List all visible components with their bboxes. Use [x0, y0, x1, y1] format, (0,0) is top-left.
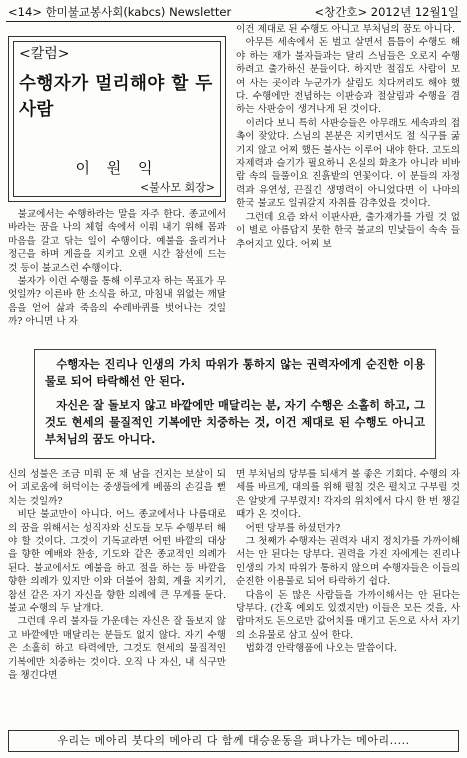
paragraph: 불교에서는 수행하라는 말을 자주 한다. 종교에서 바라는 꿈을 나의 체험 속에서 이뤄 내기 위해 몸과 마음을 갈고 닦는 일이 수행이다. 예불을 올리거나 정근을 하며 게을을 지키고 오랜 시간 참선에 드는 것 등이 불교스런 수행이다.: [8, 209, 226, 274]
paragraph: 다음이 돈 많은 사람들을 가까이해서는 안 된다는 당부다. (간혹 예외도 있겠지만) 이들은 모든 것을, 사람마저도 돈으로만 값어치를 매기고 돈으로 사서 자기의 소유물로 삼고 싶어 한다.: [236, 589, 460, 641]
pull-quote-line: 수행자는 진리나 인생의 가치 따위가 통하지 않는 권력자에게 순진한 이용물로 되어 타락해선 안 된다.: [45, 358, 425, 388]
pull-quote-line: 자신은 잘 돌보지 않고 바깥에만 매달리는 분, 자기 수행은 소홀히 하고, 그것도 현세의 물질적인 기복에만 치중하는 것, 이건 제대로 된 수행도 아니고 부처님의 꿈도 아니다.: [45, 399, 425, 446]
article-column-right-bottom: [236, 468, 460, 721]
paragraph: 비단 불교만이 아니다. 어느 종교에서나 나름대로의 꿈을 위해서는 성직자와 신도들 모두 수행부터 해야 할 것이다. 그것이 기독교라면 어떤 바깥의 대상을 향한 예배와 찬송, 기도와 같은 종교적인 의례가 된다. 불교에서도 예불을 하고 절을 하는 등 바깥을 향한 의례가 있지만 이와 더불어 참회, 계율 지키기, 참선 같은 자기 자신을 향한 의례에 큰 무게를 둔다. 불교 수행의 두 날개다.: [8, 509, 226, 615]
article-column-left-top: [8, 208, 226, 336]
author-name: 이 원 익: [75, 159, 159, 177]
header-right: <창간호> 2012년 12월1일: [314, 5, 459, 19]
paragraph: 아무튼 세속에서 돈 벌고 살면서 틈틈이 수행도 해야 하는 재가 불자들과는 달리 스님들은 오로지 수행하려고 출가하신 분들이다. 하지만 절집도 사람이 모여 사는 곳이라 누군가가 살림도 치다꺼리도 해야 했다. 수행에만 전념하는 이판승과 절살림과 수행을 겸하는 사판승이 생겨나게 된 것이다.: [236, 37, 460, 116]
pull-quote-box: [34, 349, 436, 459]
page-header: [6, 2, 461, 20]
paragraph: 그런데 우리 불자들 가운데는 자신은 잘 돌보지 않고 바깥에만 매달리는 분들도 없지 않다. 자기 수행은 소홀히 하고 타력에만, 그것도 현세의 물질적인 기복에만 치중하는 것이다. 오직 나 자신, 내 식구만을 챙긴다면: [8, 616, 226, 682]
article-title: 수행자가 멀리해야 할 두 사람: [19, 74, 213, 120]
paragraph: 면 부처님의 당부를 되새겨 볼 좋은 기회다. 수행의 자세를 바르게, 대의를 위해 펼칠 것은 펼치고 구부릴 것은 알맞게 구부렸지! 각자의 위치에서 다시 한 번 챙길 때가 온 것이다.: [236, 469, 460, 521]
footer-slogan: 우리는 메아리 붓다의 메아리 다 함께 대승운동을 펴나가는 메아리.....: [8, 730, 459, 752]
paragraph: 이러다 보니 특히 사판승들은 아무래도 세속과의 접촉이 잦았다. 스님의 본분은 지키면서도 절 식구를 굶기지 않고 어찌 했든 불사는 이루어 내야 한다. 고도의 자제력과 슬기가 필요하니 온실의 화초가 아니라 비바람 속의 들풀이요 진흙밭의 연꽃이다. 이 분들의 자정력과 유연성, 끈질긴 생명력이 아니었다면 이 나마의 한국 불교도 일궈갈지 자취를 감추었을 것이다.: [236, 117, 460, 210]
header-left: <14> 한미불교봉사회(kabcs) Newsletter: [8, 5, 232, 19]
article-title-box: [8, 36, 226, 202]
column-kind-label: <칼럼>: [19, 46, 70, 62]
article-column-right-top: [236, 23, 460, 336]
paragraph: 어떤 당부를 하셨던가?: [245, 522, 341, 534]
paragraph: 법화경 안락행품에 나오는 말씀이다.: [245, 643, 397, 655]
author-role: <불사모 회장>: [139, 181, 215, 194]
paragraph: 그 첫째가 수행자는 권력자 내지 정치가를 가까이해서는 안 된다는 당부다. 권력을 가진 자에게는 진리나 인생의 가치 따위가 통하지 않으며 수행자들은 이들의 순진한 이용물로 되어 타락하기 쉽다.: [236, 536, 460, 588]
paragraph: 이건 제대로 된 수행도 아니고 부처님의 꿈도 아니다.: [236, 24, 456, 35]
paragraph: 불자가 이런 수행을 통해 이루고자 하는 목표가 무엇일까? 이른바 한 소식을 하고, 마침내 위없는 깨달음을 얻어 삶과 죽음의 수레바퀴를 벗어나는 것일까? 아니면 나 자: [8, 276, 226, 328]
paragraph: 그런데 요즘 와서 이판사판, 출가재가를 가릴 것 없이 별로 아름답지 못한 한국 불교의 민낯들이 속속 들추어지고 있다. 어찌 보: [236, 211, 460, 250]
paragraph: 신의 성불은 조금 미뤄 둔 채 남을 건지는 보살이 되어 괴로움에 허덕이는 중생들에게 베품의 손길을 뻗치는 것일까?: [8, 469, 226, 507]
header-rule: [6, 21, 461, 22]
article-column-left-bottom: [8, 468, 226, 721]
